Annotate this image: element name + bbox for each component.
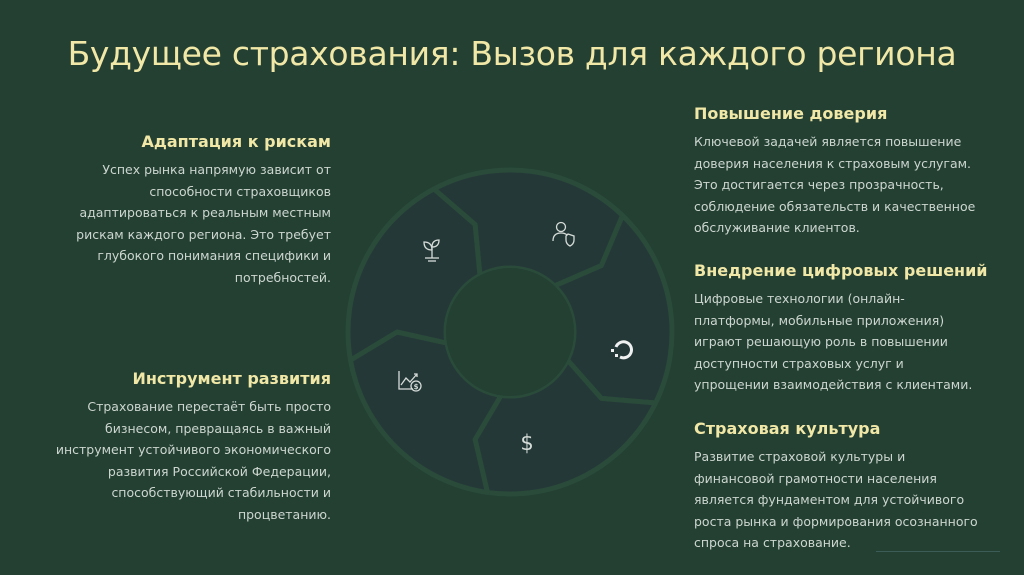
text-line: инструмент устойчивого экономического <box>55 442 331 457</box>
text-line: бизнесом, превращаясь в важный <box>105 420 331 436</box>
block-culture-heading: Страховая культура <box>694 419 881 438</box>
block-culture-text <box>694 446 994 554</box>
svg-text:$: $ <box>413 383 419 391</box>
block-digital-text <box>694 288 994 396</box>
page-title: Будущее страхования: Вызов для каждого региона <box>67 34 957 73</box>
cycle-diagram <box>340 160 680 500</box>
text-line: Успех рынка напрямую зависит от <box>102 162 331 177</box>
block-instrument-heading: Инструмент развития <box>132 369 331 388</box>
block-adaptation <box>55 132 331 288</box>
block-digital-heading: Внедрение цифровых решений <box>694 261 988 280</box>
text-line: обслуживание клиентов. <box>694 220 860 235</box>
text-line: доступности страховых услуг и <box>694 355 904 371</box>
block-trust <box>694 104 994 239</box>
text-line: соблюдение обязательств и качественное <box>694 198 976 214</box>
text-line: потребностей. <box>234 269 331 285</box>
text-line: упрощении взаимодействия с клиентами. <box>694 377 973 392</box>
text-line: спроса на страхование. <box>694 535 851 550</box>
text-line: Развитие страховой культуры и <box>694 449 906 464</box>
cycle-center <box>446 268 574 396</box>
text-line: роста рынка и формирования осознанного <box>694 513 978 529</box>
text-line: играют решающую роль в повышении <box>694 334 948 349</box>
block-digital <box>694 261 994 396</box>
text-line: доверия населения к страховым услугам. <box>694 155 972 171</box>
block-adaptation-heading: Адаптация к рискам <box>141 132 331 151</box>
text-line: является фундаментом для устойчивого <box>694 492 965 507</box>
text-line: рискам каждого региона. Это требует <box>76 226 331 242</box>
text-line: способствующий стабильности и <box>111 485 331 500</box>
text-line: Это достигается через прозрачность, <box>694 177 944 192</box>
text-line: процветанию. <box>237 506 331 522</box>
block-instrument <box>55 369 331 525</box>
text-line: адаптироваться к реальным местным <box>79 205 331 220</box>
block-culture <box>694 419 994 554</box>
text-line: глубокого понимания специфики и <box>97 248 331 263</box>
block-trust-text <box>694 131 994 239</box>
block-adaptation-text <box>55 159 331 288</box>
dollar-icon: $ <box>520 431 534 455</box>
text-line: Цифровые технологии (онлайн- <box>694 291 905 306</box>
text-line: развития Российской Федерации, <box>107 463 331 479</box>
text-line: Страхование перестаёт быть просто <box>87 399 331 414</box>
text-line: Ключевой задачей является повышение <box>694 134 962 149</box>
footer-divider <box>876 551 1000 552</box>
text-line: финансовой грамотности населения <box>694 470 937 486</box>
text-line: способности страховщиков <box>149 183 331 199</box>
cycle-segments <box>348 170 672 494</box>
block-trust-heading: Повышение доверия <box>694 104 888 123</box>
text-line: платформы, мобильные приложения) <box>694 312 945 328</box>
block-instrument-text <box>55 396 331 525</box>
